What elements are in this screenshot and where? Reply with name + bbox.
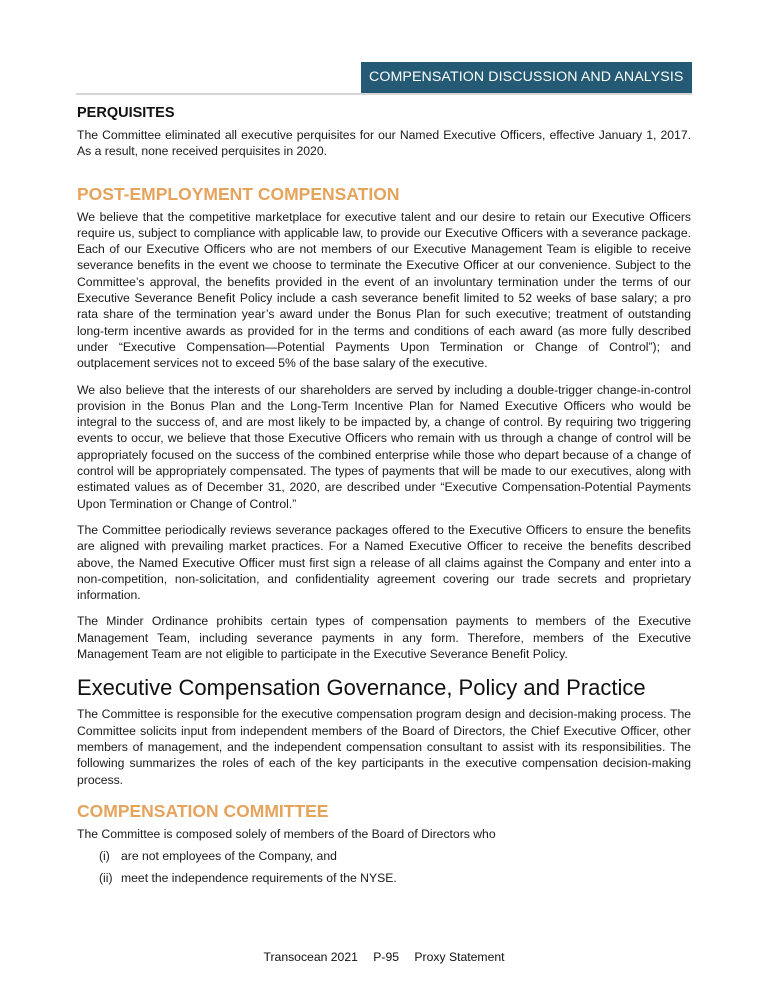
section-header-band: COMPENSATION DISCUSSION AND ANALYSIS	[361, 62, 692, 93]
page-footer	[0, 950, 768, 964]
governance-heading: Executive Compensation Governance, Policy and Practice	[77, 675, 646, 701]
footer-document-name: Proxy Statement	[414, 950, 505, 964]
footer-company: Transocean 2021	[263, 950, 358, 964]
list-item-number: (i)	[99, 849, 110, 864]
header-rule-divider	[76, 93, 692, 95]
compensation-committee-section	[77, 800, 691, 886]
committee-intro: The Committee is composed solely of members of the Board of Directors who	[77, 826, 496, 841]
post-employment-paragraph: The Minder Ordinance prohibits certain types of compensation payments to members of the Executive Management Team, including severance payments in any form. Therefore, members of the Executive Management Team are not eligible to participate in the Executive Severance Benefit Policy.	[77, 614, 691, 662]
governance-section	[77, 674, 691, 787]
list-item-text: are not employees of the Company, and	[121, 849, 337, 864]
list-item-number: (ii)	[99, 870, 113, 885]
post-employment-paragraph: The Committee periodically reviews severance packages offered to the Executive Officers to ensure the benefits are aligned with prevailing market practices. For a Named Executive Officer to receive the benefits described above, the Named Executive Officer must first sign a release of all claims against the Company and enter into a non-competition, non-solicitation, and confidentiality agreement covering our trade secrets and proprietary information.	[77, 522, 691, 603]
perquisites-paragraph: The Committee eliminated all executive perquisites for our Named Executive Officers, effective January 1, 2017. As a result, none received perquisites in 2020.	[77, 128, 691, 159]
governance-paragraph: The Committee is responsible for the executive compensation program design and decision-making process. The Committee solicits input from independent members of the Board of Directors, the Chief Executive Officer, other members of management, and the independent compensation consultant to assist with its responsibilities. The following summarizes the roles of each of the key participants in the executive compensation decision-making process.	[77, 707, 691, 787]
perquisites-heading: PERQUISITES	[77, 105, 175, 121]
list-item	[77, 848, 691, 864]
list-item-text: meet the independence requirements of the NYSE.	[121, 870, 397, 885]
post-employment-paragraph: We also believe that the interests of our shareholders are served by including a double-trigger change-in-control provision in the Bonus Plan and the Long-Term Incentive Plan for Named Executive Officers who would be integral to the success of, and are most likely to be impacted by, a change of control. By requiring two triggering events to occur, we believe that those Executive Officers who remain with us through a change of control will be appropriately focused on the success of the combined enterprise while those who depart because of a change of control will be appropriately compensated. The types of payments that will be made to our executives, along with estimated values as of December 31, 2020, are described under “Executive Compensation-Potential Payments Upon Termination or Change of Control.”	[77, 382, 691, 511]
post-employment-paragraph: We believe that the competitive marketplace for executive talent and our desire to retain our Executive Officers require us, subject to compliance with applicable law, to provide our Executive Officers with a severance package. Each of our Executive Officers who are not members of our Executive Management Team is eligible to receive severance benefits in the event we choose to terminate the Executive Officer at our convenience. Subject to the Committee’s approval, the benefits provided in the event of an involuntary termination under the terms of our Executive Severance Benefit Policy include a cash severance benefit limited to 52 weeks of base salary; a pro rata share of the termination year’s award under the Bonus Plan for such executive; treatment of outstanding long-term incentive awards as provided for in the terms and conditions of each award (as more fully described under “Executive Compensation—Potential Payments Upon Termination or Change of Control”); and outplacement services not to exceed 5% of the base salary of the executive.	[77, 209, 691, 371]
page-content	[77, 104, 691, 892]
list-item	[77, 870, 691, 886]
committee-criteria-list	[77, 848, 691, 886]
post-employment-heading: POST-EMPLOYMENT COMPENSATION	[77, 183, 400, 204]
compensation-committee-heading: COMPENSATION COMMITTEE	[77, 800, 329, 821]
footer-page-number: P-95	[373, 950, 400, 964]
perquisites-section	[77, 104, 691, 160]
post-employment-section	[77, 183, 691, 663]
